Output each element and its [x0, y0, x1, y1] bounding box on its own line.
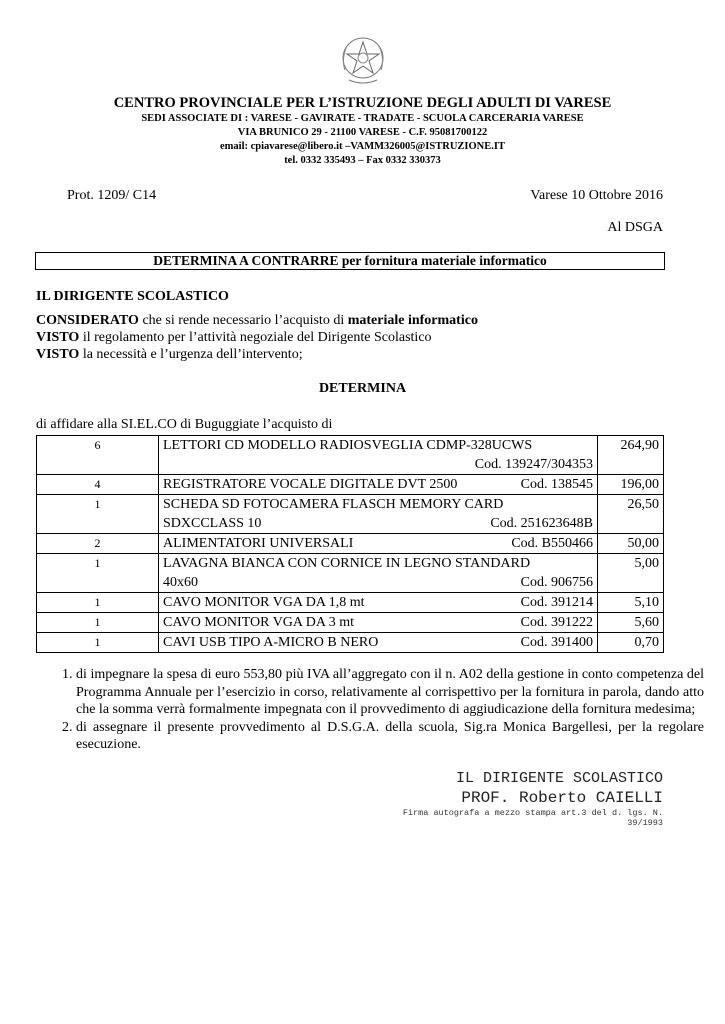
item-code: Cod. 251623648B	[490, 516, 593, 531]
item-code: Cod. 391214	[520, 595, 593, 610]
visto-label: VISTO	[36, 330, 80, 345]
item-quantity: 1	[37, 633, 159, 653]
table-row	[37, 554, 664, 593]
item-code: Cod. 391400	[520, 635, 593, 650]
item-code: Cod. 906756	[520, 575, 593, 590]
signature-name: PROF. Roberto CAIELLI	[461, 789, 663, 807]
signature-note-line: Firma autografa a mezzo stampa art.3 del d. lgs. N.	[402, 808, 663, 818]
item-quantity: 2	[37, 534, 159, 554]
item-description-cell	[159, 554, 598, 593]
table-row	[37, 436, 664, 475]
purchase-intro: di affidare alla SI.EL.CO di Buguggiate l’acquisto di	[36, 417, 333, 432]
school-name: CENTRO PROVINCIALE PER L’ISTRUZIONE DEGLI ADULTI DI VARESE	[113, 95, 612, 111]
item-description-cell	[159, 633, 598, 653]
item-price: 0,70	[598, 633, 664, 653]
item-description-cont: SDXCCLASS 10	[163, 516, 262, 531]
item-description-cell	[159, 475, 598, 495]
document-date: Varese 10 Ottobre 2016	[530, 188, 663, 203]
item-code: Cod. 391222	[520, 615, 593, 630]
header-email: email: cpiavarese@libero.it –VAMM326005@ISTRUZIONE.IT	[220, 141, 505, 152]
protocol-number: Prot. 1209/ C14	[67, 188, 157, 203]
table-row	[37, 475, 664, 495]
republic-emblem-icon	[335, 30, 391, 90]
item-price: 50,00	[598, 534, 664, 554]
determination-points	[36, 666, 704, 754]
item-price: 196,00	[598, 475, 664, 495]
item-description-cell	[159, 613, 598, 633]
item-description: LAVAGNA BIANCA CON CORNICE IN LEGNO STANDARD	[163, 556, 531, 571]
considerato-text: che si rende necessario l’acquisto di	[138, 313, 348, 328]
table-row	[37, 534, 664, 554]
item-description-cell	[159, 436, 598, 475]
item-description: CAVO MONITOR VGA DA 1,8 mt	[163, 595, 365, 610]
item-code: Cod. 139247/304353	[474, 457, 593, 472]
item-quantity: 1	[37, 593, 159, 613]
item-price: 264,90	[598, 436, 664, 475]
visto-text: la necessità e l’urgenza dell’intervento;	[79, 347, 303, 362]
item-description: CAVI USB TIPO A-MICRO B NERO	[163, 635, 379, 650]
item-code: Cod. 138545	[520, 477, 593, 492]
item-quantity: 4	[37, 475, 159, 495]
signature-note-line: 39/1993	[627, 818, 663, 828]
visto-regolamento-paragraph	[36, 329, 676, 346]
table-row	[37, 633, 664, 653]
item-quantity: 6	[37, 436, 159, 475]
signature-role: IL DIRIGENTE SCOLASTICO	[455, 770, 663, 787]
item-quantity: 1	[37, 554, 159, 593]
section-heading: IL DIRIGENTE SCOLASTICO	[36, 289, 229, 304]
header-associated-sites: SEDI ASSOCIATE DI : VARESE - GAVIRATE - TRADATE - SCUOLA CARCERARIA VARESE	[141, 113, 584, 124]
item-quantity: 1	[37, 495, 159, 534]
considerato-object: materiale informatico	[347, 313, 478, 328]
table-row	[37, 613, 664, 633]
item-description-cell	[159, 495, 598, 534]
signature-note	[403, 808, 663, 828]
recipient: Al DSGA	[607, 220, 663, 235]
item-description: SCHEDA SD FOTOCAMERA FLASCH MEMORY CARD	[163, 497, 504, 512]
item-description-cell	[159, 593, 598, 613]
visto-urgenza-paragraph	[36, 346, 676, 363]
item-description-cell	[159, 534, 598, 554]
item-code: Cod. B550466	[511, 536, 593, 551]
considerato-paragraph	[36, 312, 676, 329]
item-price: 26,50	[598, 495, 664, 534]
item-price: 5,00	[598, 554, 664, 593]
header-address: VIA BRUNICO 29 - 21100 VARESE - C.F. 95081700122	[237, 127, 488, 138]
item-description-cont: 40x60	[163, 575, 198, 590]
item-description: REGISTRATORE VOCALE DIGITALE DVT 2500	[163, 477, 458, 492]
document-subject: DETERMINA A CONTRARRE per fornitura materiale informatico	[35, 252, 665, 270]
determina-heading: DETERMINA	[318, 381, 407, 396]
table-row	[37, 593, 664, 613]
list-item: 2. di assegnare il presente provvedimento al D.S.G.A. della scuola, Sig.ra Monica Bargellesi, per la regolare esecuzione.	[76, 719, 704, 754]
visto-label: VISTO	[36, 347, 80, 362]
item-description: LETTORI CD MODELLO RADIOSVEGLIA CDMP-328UCWS	[163, 438, 533, 453]
item-description: ALIMENTATORI UNIVERSALI	[163, 536, 354, 551]
table-row	[37, 495, 664, 534]
items-table	[36, 435, 664, 653]
item-price: 5,60	[598, 613, 664, 633]
item-description: CAVO MONITOR VGA DA 3 mt	[163, 615, 354, 630]
list-item: 1. di impegnare la spesa di euro 553,80 più IVA all’aggregato con il n. A02 della gestione in conto competenza del Programma Annuale per l’esercizio in corso, relativamente al corrispettivo per la fornitura in parola, dando atto che la somma verrà formalmente impegnata con il provvedimento di aggiudicazione della fornitura medesima;	[76, 666, 704, 719]
item-price: 5,10	[598, 593, 664, 613]
item-quantity: 1	[37, 613, 159, 633]
visto-text: il regolamento per l’attività negoziale del Dirigente Scolastico	[79, 330, 432, 345]
considerato-label: CONSIDERATO	[36, 313, 139, 328]
header-phone: tel. 0332 335493 – Fax 0332 330373	[284, 155, 441, 166]
